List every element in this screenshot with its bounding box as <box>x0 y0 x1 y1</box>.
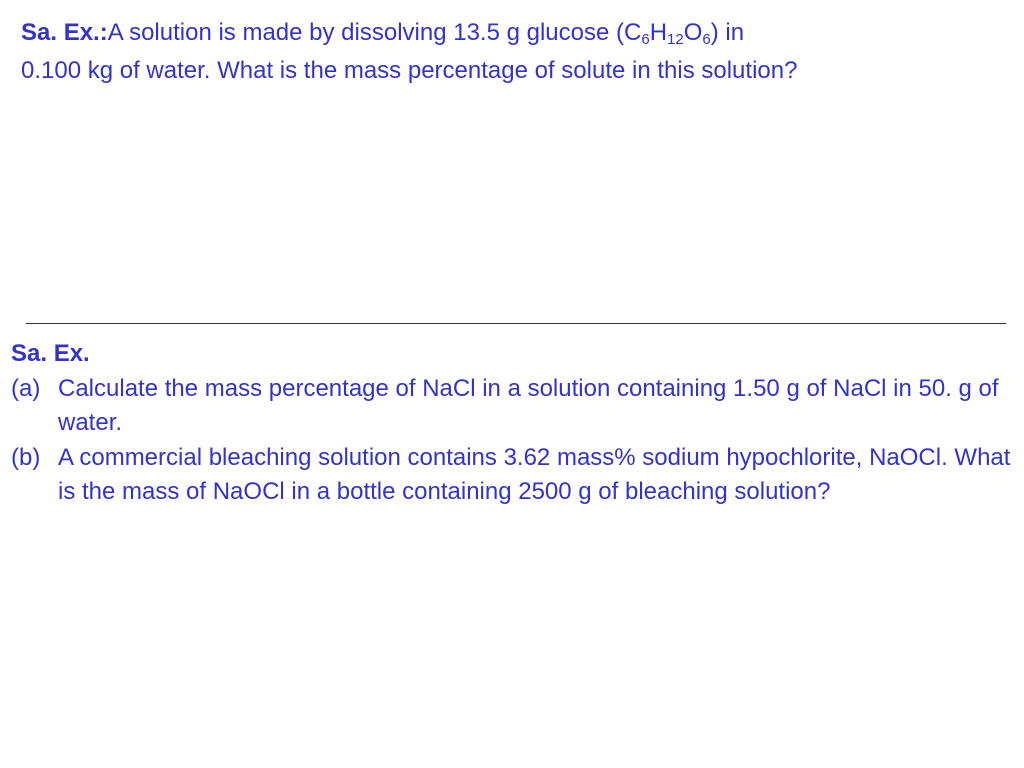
example-problem-set <box>11 337 1021 510</box>
problem-line-1 <box>21 14 1011 52</box>
section-divider <box>26 323 1006 324</box>
subscript-c: 6 <box>641 31 650 48</box>
problem-text-part1: A solution is made by dissolving 13.5 g glucose (C <box>107 19 642 46</box>
example-heading: Sa. Ex. <box>11 340 90 367</box>
formula-o: O <box>683 19 703 46</box>
problem-line-2: 0.100 kg of water. What is the mass percentage of solute in this solution? <box>21 57 798 84</box>
list-item-b <box>11 441 1021 510</box>
subscript-h: 12 <box>667 31 684 48</box>
example-label: Sa. Ex.: <box>21 19 108 46</box>
example-problem-glucose <box>21 14 1011 90</box>
problem-text-part2: ) in <box>710 19 745 46</box>
item-marker-b: (b) <box>11 443 41 471</box>
list-item-a <box>11 372 1021 441</box>
item-text-a: Calculate the mass percentage of NaCl in a solution containing 1.50 g of NaCl in 50. g of water. <box>58 374 999 436</box>
item-text-b: A commercial bleaching solution contains 3.62 mass% sodium hypochlorite, NaOCl. What is the mass of NaOCl in a bottle containing 2500 g of bleaching solution? <box>58 443 1011 505</box>
subscript-o: 6 <box>702 31 711 48</box>
formula-h: H <box>649 19 668 46</box>
item-marker-a: (a) <box>11 374 41 402</box>
